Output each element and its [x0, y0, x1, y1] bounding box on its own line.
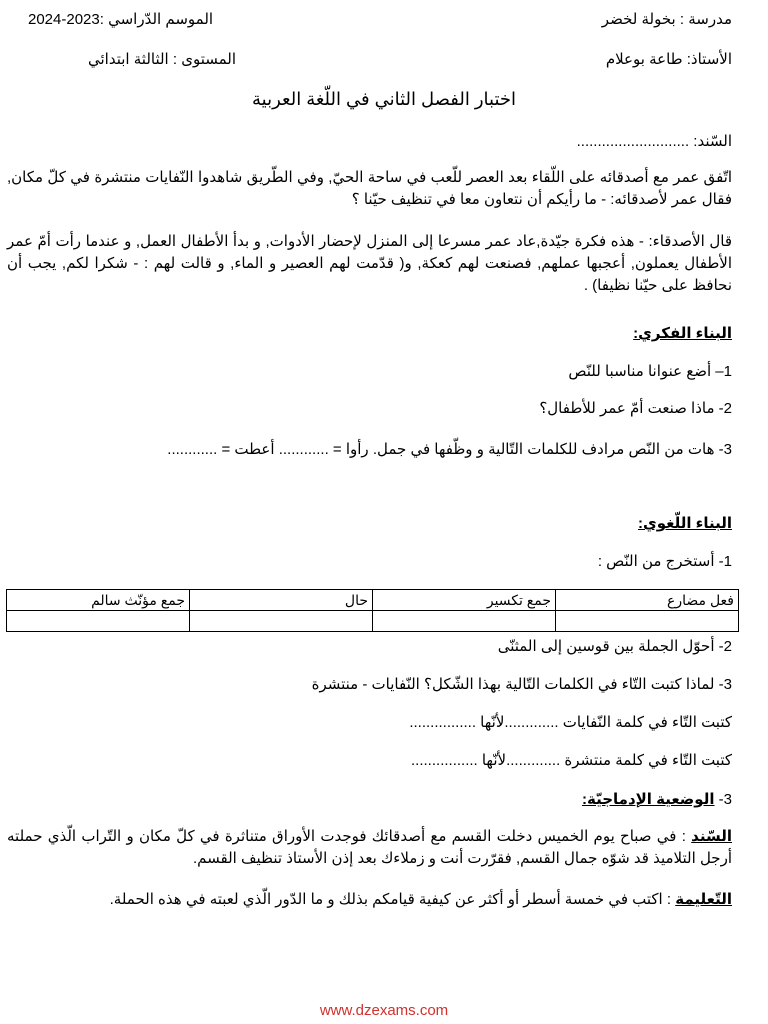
table-header-cell: فعل مضارع: [556, 590, 739, 611]
answer-line-2: كتبت التّاء في كلمة منتشرة .............لأنّها ................: [411, 752, 732, 769]
section-heading-integration: الوضعية الإدماجيّة:: [582, 791, 715, 808]
language-question-2: 2- أحوّل الجملة بين قوسين إلى المثنّى: [497, 638, 732, 655]
integration-sanad-label: السّند: [691, 828, 732, 845]
answer-line-1: كتبت التّاء في كلمة النّفايات .............لأنّها ................: [409, 714, 732, 731]
table-header-cell: جمع تكسير: [373, 590, 556, 611]
text-paragraph-1: اتّفق عمر مع أصدقائه على اللّقاء بعد العصر للّعب في ساحة الحيّ, وفي الطّريق شاهدوا النّفايات منتشرة في كلّ مكان, فقال عمر لأصدقائه: - ما رأيكم أن نتعاون معا في تنظيف حيّنا ؟: [7, 169, 732, 208]
footer-website-link[interactable]: www.dzexams.com: [319, 1002, 449, 1019]
integration-sanad-text: : في صباح يوم الخميس دخلت القسم مع أصدقائك فوجدت الأوراق متناثرة في كلّ مكان و التّراب الّذي حملته أرجل التلاميذ قد شوّه جمال القسم, فقرّرت أنت و زملاءك بعد إذن الأستاذ تنظيف القسم.: [7, 828, 732, 867]
table-answer-cell[interactable]: [190, 611, 373, 632]
table-answer-row: [7, 611, 739, 632]
section-heading-comprehension: البناء الفكري:: [633, 325, 732, 342]
table-answer-cell[interactable]: [7, 611, 190, 632]
section-heading-language: البناء اللّغوي:: [638, 515, 732, 532]
class-level: المستوى : الثالثة ابتدائي: [88, 51, 237, 68]
question-2: 2- ماذا صنعت أمّ عمر للأطفال؟: [539, 400, 732, 417]
table-header-cell: حال: [190, 590, 373, 611]
exam-title: اختبار الفصل الثاني في اللّغة العربية: [252, 89, 516, 109]
teacher-name: الأستاذ: طاعة بوعلام: [605, 51, 732, 68]
section-3-heading: [582, 790, 732, 808]
extraction-table: [6, 589, 739, 632]
integration-instruction: [7, 889, 732, 911]
integration-sanad: [7, 826, 732, 870]
section-3-number: 3-: [718, 791, 732, 808]
school-name: مدرسة : بخولة لخضر: [601, 11, 732, 28]
table-header-cell: جمع مؤنّث سالم: [7, 590, 190, 611]
text-paragraph-2: قال الأصدقاء: - هذه فكرة جيّدة,عاد عمر مسرعا إلى المنزل لإحضار الأدوات, و بدأ الأطفال العمل, و عندما رأت أمّ عمر الأطفال يعملون, أعجبها عملهم, فصنعت لهم كعكة, و( قدّمت لهم العصير و الماء, و قالت لهم : - شكرا لكم, يجب أن نحافظ على حيّنا نظيفا) .: [7, 233, 732, 294]
language-question-1: 1- أستخرج من النّص :: [597, 553, 732, 570]
language-question-3: 3- لماذا كتبت التّاء في الكلمات التّالية بهذا الشّكل؟ النّفايات - منتشرة: [311, 676, 732, 693]
table-header-row: [7, 590, 739, 611]
instruction-label: التّعليمة: [675, 891, 732, 908]
sanad-line: السّند: ...........................: [576, 133, 732, 150]
school-season: الموسم الدّراسي :2023-2024: [28, 11, 214, 28]
table-answer-cell[interactable]: [373, 611, 556, 632]
table-answer-cell[interactable]: [556, 611, 739, 632]
question-1: 1– أضع عنوانا مناسبا للنّص: [568, 363, 732, 380]
question-3: 3- هات من النّص مرادف للكلمات التّالية و وظّفها في جمل. رأوا = ............ أعطت = ............: [167, 441, 732, 458]
instruction-text: : اكتب في خمسة أسطر أو أكثر عن كيفية قيامكم بذلك و ما الدّور الّذي لعبته في هذه الحملة.: [109, 891, 672, 908]
